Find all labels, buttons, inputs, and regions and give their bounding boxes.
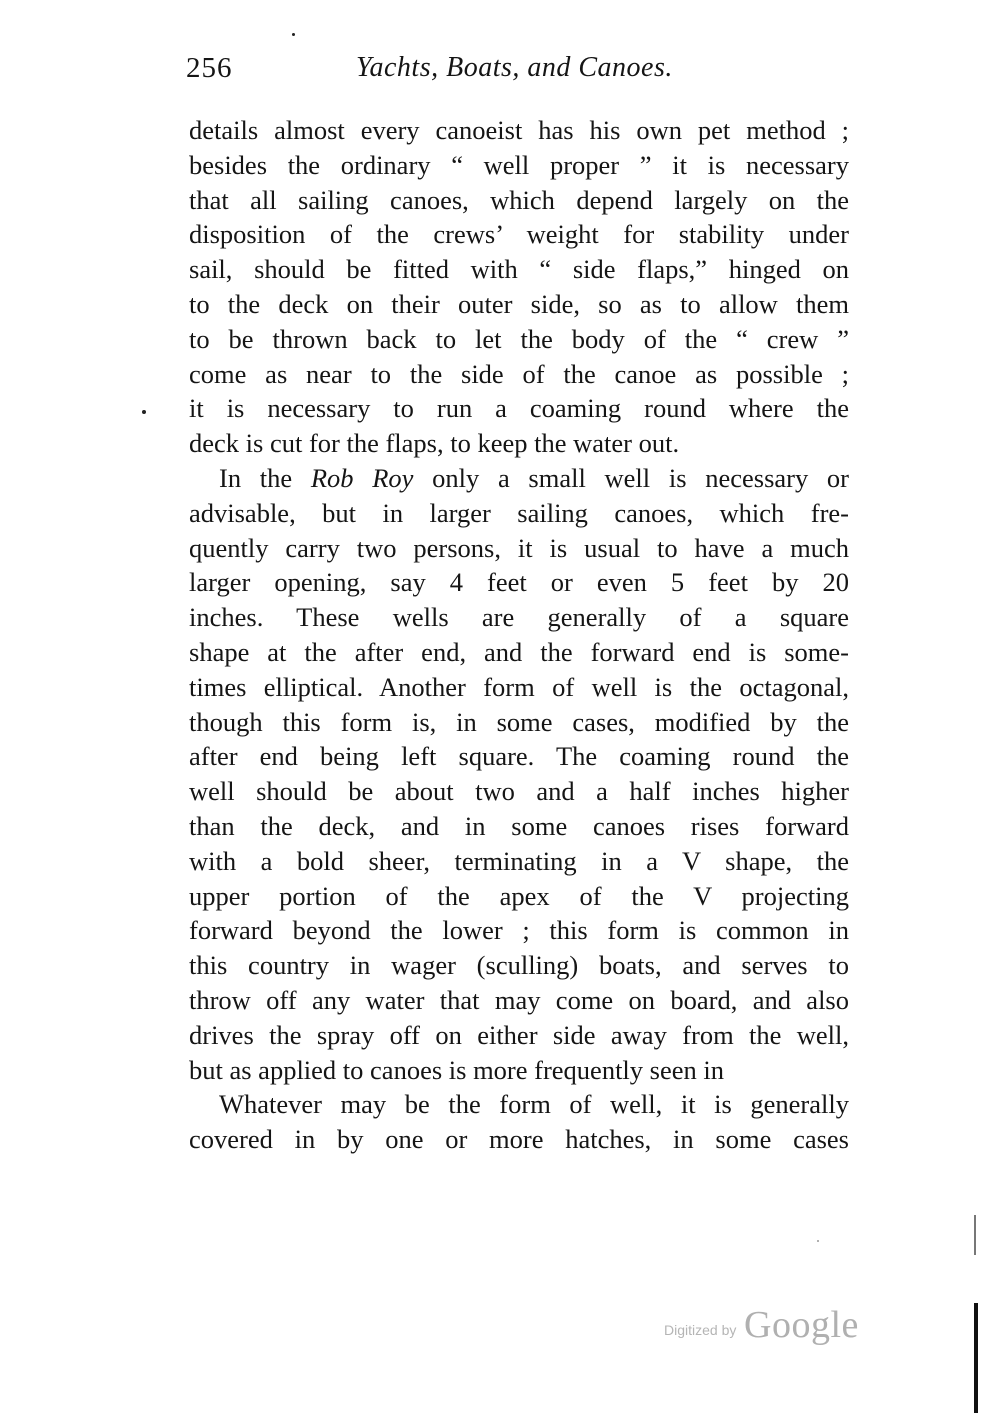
text-line: forward beyond the lower ; this form is common in	[189, 915, 849, 946]
text-line: inches. These wells are generally of a square	[189, 602, 849, 633]
text-line: though this form is, in some cases, modified by the	[189, 706, 849, 737]
text-line: but as applied to canoes is more frequently seen in	[189, 1054, 724, 1085]
text-line: that all sailing canoes, which depend largely on the	[189, 184, 849, 215]
margin-dot-mark	[142, 410, 146, 414]
text-line: besides the ordinary “ well proper ” it is necessary	[189, 149, 849, 180]
text-line: larger opening, say 4 feet or even 5 feet by 20	[189, 567, 849, 598]
scan-edge-mark	[974, 1215, 976, 1255]
text-line: to the deck on their outer side, so as to allow them	[189, 288, 849, 319]
scan-edge-mark	[974, 1303, 978, 1413]
digitization-watermark	[664, 1303, 874, 1347]
text-line: with a bold sheer, terminating in a V shape, the	[189, 845, 849, 876]
text-line: drives the spray off on either side away from the well,	[189, 1019, 849, 1050]
text-line: upper portion of the apex of the V projecting	[189, 880, 849, 911]
text-line: than the deck, and in some canoes rises forward	[189, 810, 849, 841]
paragraph-first-line	[189, 461, 849, 496]
watermark-prefix: Digitized by	[664, 1322, 737, 1338]
text-line: quently carry two persons, it is usual to have a much	[189, 532, 849, 563]
text-line: to be thrown back to let the body of the “ crew ”	[189, 323, 849, 354]
text-line: advisable, but in larger sailing canoes, which fre-	[189, 497, 849, 528]
text-line: shape at the after end, and the forward end is some-	[189, 636, 849, 667]
google-logo: Google	[744, 1304, 859, 1346]
text-line: disposition of the crews’ weight for stability under	[189, 219, 849, 250]
vessel-name-italic: Rob Roy	[310, 462, 414, 493]
text-line: times elliptical. Another form of well is the octagonal,	[189, 671, 849, 702]
text-line: come as near to the side of the canoe as possible ;	[189, 358, 849, 389]
text-line: this country in wager (sculling) boats, and serves to	[189, 950, 849, 981]
speck-mark	[817, 1240, 819, 1242]
text-line: deck is cut for the flaps, to keep the water out.	[189, 428, 680, 459]
page-number: 256	[186, 52, 233, 84]
text-fragment: In the	[219, 462, 311, 493]
text-line: details almost every canoeist has his own pet method ;	[189, 115, 849, 145]
text-line: throw off any water that may come on board, and also	[189, 984, 849, 1015]
text-line: well should be about two and a half inches higher	[189, 776, 849, 807]
page-header	[186, 52, 850, 92]
text-line: it is necessary to run a coaming round where the	[189, 393, 849, 424]
text-line: Whatever may be the form of well, it is generally	[219, 1089, 849, 1120]
body-text	[189, 113, 849, 1157]
text-line: covered in by one or more hatches, in some cases	[189, 1124, 849, 1155]
text-fragment: only a small well is necessary or	[413, 462, 850, 493]
text-line: sail, should be fitted with “ side flaps,” hinged on	[189, 254, 849, 285]
speck-mark	[292, 33, 295, 36]
text-line: after end being left square. The coaming round the	[189, 741, 849, 772]
running-title: Yachts, Boats, and Canoes.	[356, 52, 673, 83]
